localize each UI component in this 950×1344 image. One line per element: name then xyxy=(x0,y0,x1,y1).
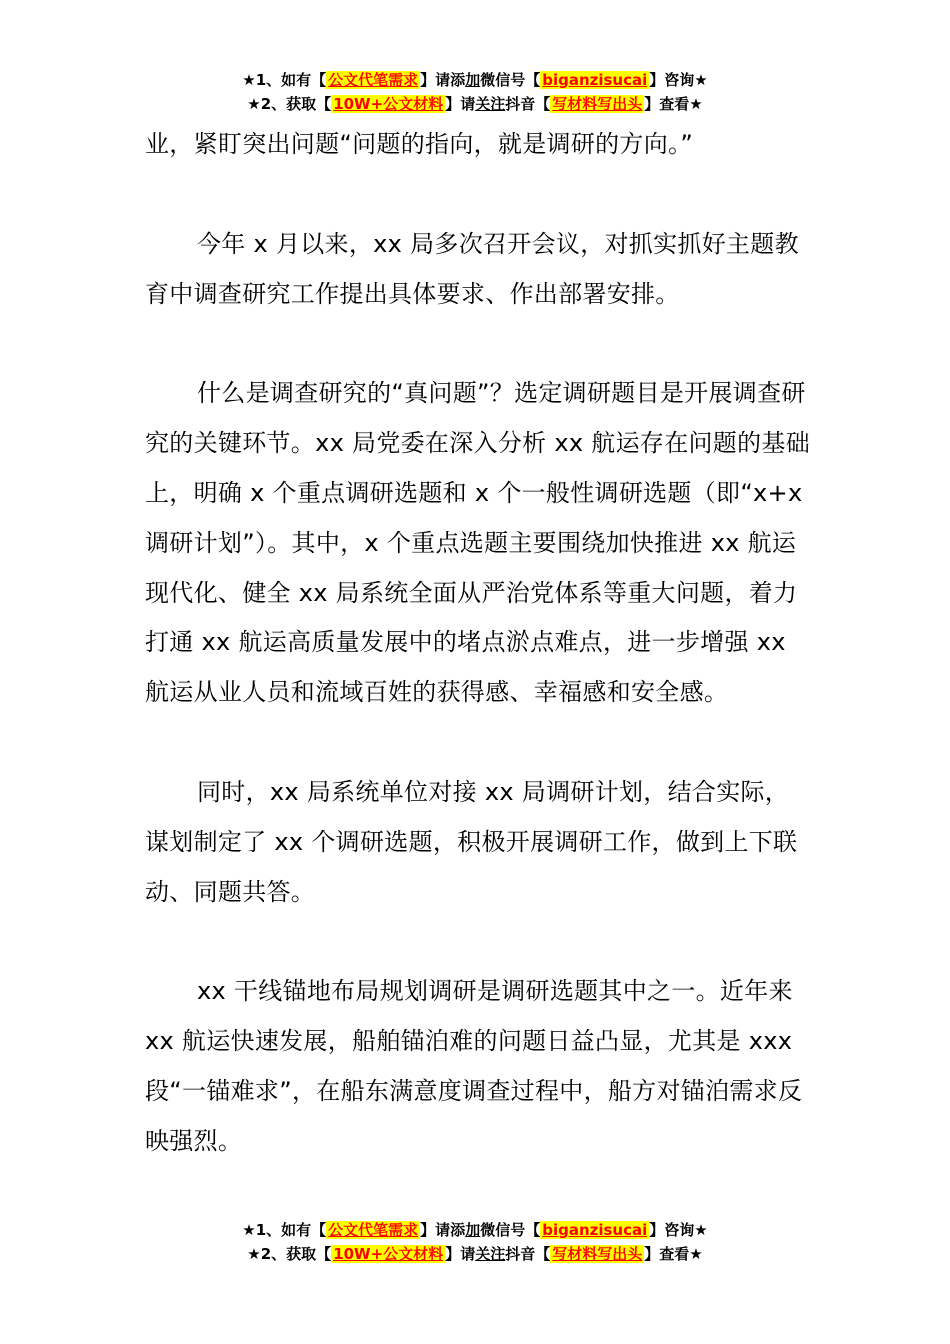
banner-text: 】咨询★ xyxy=(649,71,708,89)
document-body xyxy=(145,120,813,1167)
highlight-wechat-id: biganzisucai xyxy=(542,71,648,89)
banner-line-1 xyxy=(0,68,950,92)
highlight-douyin-account: 写材料写出头 xyxy=(552,95,643,113)
banner-text: 】请 xyxy=(445,1245,476,1263)
banner-text: 】咨询★ xyxy=(649,1221,708,1239)
banner-text: ★2、获取【 xyxy=(247,1245,332,1263)
paragraph-continuation: 业，紧盯突出问题“问题的指向，就是调研的方向。” xyxy=(145,130,694,158)
highlight-service: 公文代笔需求 xyxy=(328,1221,419,1239)
highlight-douyin-account: 写材料写出头 xyxy=(552,1245,643,1263)
highlight-materials: 10W+公文材料 xyxy=(333,1245,444,1263)
paragraph: 同时，xx 局系统单位对接 xx 局调研计划，结合实际，谋划制定了 xx 个调研选题，积极开展调研工作，做到上下联动、同题共答。 xyxy=(145,777,798,906)
banner-underlined-text: 关注 xyxy=(475,1245,506,1263)
banner-text: 】请添 xyxy=(420,71,466,89)
banner-underlined-text: 加 xyxy=(465,71,481,89)
banner-text: 微信号【 xyxy=(480,71,541,89)
banner-text: 抖音【 xyxy=(505,1245,551,1263)
footer-banner xyxy=(0,1218,950,1266)
paragraph: xx 干线锚地布局规划调研是调研选题其中之一。近年来 xx 航运快速发展，船舶锚泊难的问题日益凸显，尤其是 xxx 段“一锚难求”，在船东满意度调查过程中，船方对锚泊需求反映强烈。 xyxy=(145,977,803,1155)
banner-text: 】查看★ xyxy=(644,95,703,113)
banner-text: 微信号【 xyxy=(480,1221,541,1239)
banner-text: ★2、获取【 xyxy=(247,95,332,113)
banner-text: ★1、如有【 xyxy=(242,71,327,89)
banner-text: 】请 xyxy=(445,95,476,113)
banner-text: 】查看★ xyxy=(644,1245,703,1263)
banner-line-2 xyxy=(0,92,950,116)
banner-text: 】请添 xyxy=(420,1221,466,1239)
highlight-wechat-id: biganzisucai xyxy=(542,1221,648,1239)
banner-underlined-text: 加 xyxy=(465,1221,481,1239)
paragraph: 今年 x 月以来，xx 局多次召开会议，对抓实抓好主题教育中调查研究工作提出具体要求、作出部署安排。 xyxy=(145,229,799,308)
banner-text: ★1、如有【 xyxy=(242,1221,327,1239)
banner-line-2 xyxy=(0,1242,950,1266)
highlight-materials: 10W+公文材料 xyxy=(333,95,444,113)
paragraph: 什么是调查研究的“真问题”？选定调研题目是开展调查研究的关键环节。xx 局党委在深入分析 xx 航运存在问题的基础上，明确 x 个重点调研选题和 x 个一般性调研选题（即“x+x 调研计划”）。其中，x 个重点选题主要围绕加快推进 xx 航运现代化、健全 xx 局系统全面从严治党体系等重大问题，着力打通 xx 航运高质量发展中的堵点淤点难点，进一步增强 xx 航运从业人员和流域百姓的获得感、幸福感和安全感。 xyxy=(145,379,810,707)
highlight-service: 公文代笔需求 xyxy=(328,71,419,89)
banner-underlined-text: 关注 xyxy=(475,95,506,113)
banner-line-1 xyxy=(0,1218,950,1242)
header-banner xyxy=(0,68,950,116)
banner-text: 抖音【 xyxy=(505,95,551,113)
